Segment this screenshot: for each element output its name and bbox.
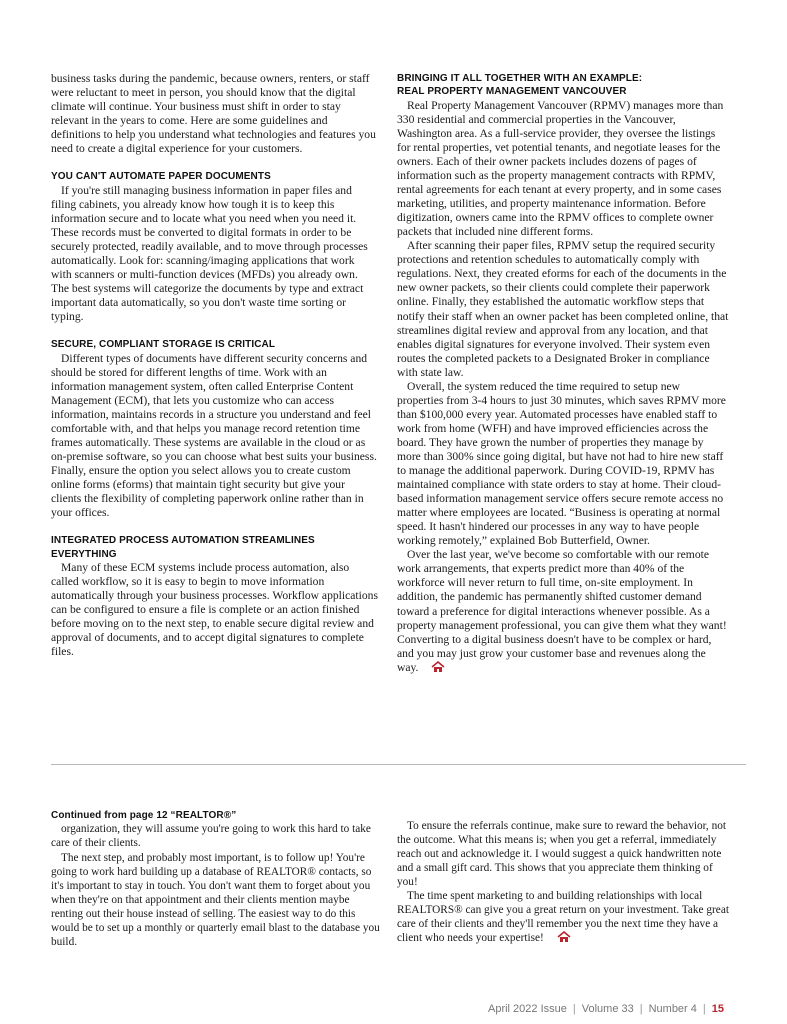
section-heading: YOU CAN'T AUTOMATE PAPER DOCUMENTS — [51, 171, 271, 183]
footer-number: Number 4 — [648, 1003, 697, 1015]
continued-paragraph — [397, 889, 729, 947]
example-paragraph — [397, 548, 729, 676]
example-heading-line1: BRINGING IT ALL TOGETHER WITH AN EXAMPLE: — [397, 73, 643, 84]
continued-paragraph: organization, they will assume you're going to work this hard to take care of their clients. — [51, 823, 371, 850]
footer-separator: | — [572, 1003, 576, 1015]
house-logo-icon — [547, 931, 571, 947]
page-footer — [488, 1003, 748, 1019]
left-article-column — [51, 72, 378, 659]
footer-separator: | — [702, 1003, 706, 1015]
continued-right-column — [397, 819, 729, 947]
continued-heading: Continued from page 12 “REALTOR®” — [51, 810, 237, 821]
continued-left-column — [51, 809, 380, 949]
example-paragraph: After scanning their paper files, RPMV setup the required security protections and retention schedules to automatically comply with regulations. Next, they created eforms for each of the documents in the new owner packets, so their clients could complete their paperwork online. Finally, they established the automatic workflow steps that notify their staff when an owner packet has been completed online, that streamlines digital review and approval from any location, and that enables digital signatures for everyone involved. Their system even routes the completed packets to a Designated Broker in compliance with state law. — [397, 239, 729, 379]
example-paragraph: Real Property Management Vancouver (RPMV) manages more than 330 residential and commercial properties in the Vancouver, Washington area. As a full-service provider, they oversee the listings for rental properties, vet potential tenants, and negotiate leases for the owners. Each of their owner packets includes dozens of pages of information such as the property management contracts with RPMV, rental agreements for each tenant at every property, and in some cases marketing, utilities, and property maintenance information. Before digitization, owners came into the RPMV offices to complete owner packets that included nine different forms. — [397, 98, 724, 239]
example-paragraph: Overall, the system reduced the time required to setup new properties from 3-4 hours to just 30 minutes, which saves RPMV more than $100,000 every year. Automated processes have enabled staff to work from home (WFH) and have improved efficiencies across the board. They have grown the number of properties they manage by more than 300% since going digital, but have not had to hire new staff to manage the additional paperwork. During COVID-19, RPMV has maintained compliance with state orders to stay at home. Their cloud-based information management service offers secure remote access no matter where employees are located. “Business is operating at normal speed. It hasn't hindered our processes in any way to have people working remotely,” explained Bob Butterfield, Owner. — [397, 379, 726, 548]
footer-volume: Volume 33 — [581, 1003, 634, 1015]
example-heading-line2: REAL PROPERTY MANAGEMENT VANCOUVER — [397, 86, 627, 98]
section-heading: SECURE, COMPLIANT STORAGE IS CRITICAL — [51, 339, 276, 351]
right-article-column — [397, 72, 729, 677]
continued-paragraph: The next step, and probably most important, is to follow up! You're going to work hard building up a database of REALTOR® contacts, so it's important to stay in touch. You don't want them to forget about you when they're on that appointment and their clients mention maybe renting out their house instead of selling. The easiest way to do this would be to set up a monthly or quarterly email blast to the database you build. — [51, 851, 380, 948]
section-heading: INTEGRATED PROCESS AUTOMATION STREAMLINES EVERYTHING — [51, 535, 315, 560]
page-number: 15 — [711, 1003, 724, 1015]
intro-paragraph: business tasks during the pandemic, because owners, renters, or staff were reluctant to meet in person, you should know that the digital climate will continue. Your business must shift in order to stay relevant in the years to come. Here are some guidelines and definitions to help you understand what technologies and features you need to create a digital experience for your customers. — [51, 72, 376, 156]
continued-paragraph-text: The time spent marketing to and building relationships with local REALTORS® can give you a great return on your investment. Take great care of their clients and they'll remember you the next time they have a client who needs your expertise! — [397, 890, 729, 945]
footer-separator: | — [639, 1003, 643, 1015]
footer-issue: April 2022 Issue — [488, 1003, 567, 1015]
house-logo-icon — [421, 661, 445, 677]
example-paragraph-text: Over the last year, we've become so comfortable with our remote work arrangements, that experts predict more than 40% of the workforce will never return to full time, on-site employment. In addition, the pandemic has permanently shifted customer demand toward a preference for digital interactions whenever possible. As a property management professional, you can give them what they want! Converting to a digital business doesn't have to be complex or hard, and you may just grow your customer base and revenues along the way. — [397, 548, 727, 674]
section-divider — [51, 764, 746, 765]
section-body: Different types of documents have different security concerns and should be stored for different lengths of time. Work with an information management system, often called Enterprise Content Management (ECM), that lets you customize who can access information, maintains records in a structure you understand and feel comfortable with, and that helps you manage record retention time frames automatically. These systems are available in the cloud or as on-premise software, so you can choose what best suits your business. Finally, ensure the option you select allows you to create custom online forms (eforms) that maintain tight security but give your clients the flexibility of completing paperwork online rather than in your offices. — [51, 351, 377, 520]
section-body: If you're still managing business information in paper files and filing cabinets, you already know how tough it is to keep this information secure and to locate what you need when you need it. These records must be converted to digital formats in order to be securely protected, readily available, and to move through processes automatically. Look for: scanning/imaging applications that work with scanners or multi-function devices (MFDs) you already own. The best systems will categorize the documents by type and extract important data automatically, so you don't waste time sorting or typing. — [51, 183, 368, 324]
section-body: Many of these ECM systems include process automation, also called workflow, so it is easy to begin to move information automatically through your business processes. Workflow applications can be configured to ensure a file is complete or an action finished before moving on to the next step, to enable secure digital review and approval of documents, and to accept digital signatures to complete files. — [51, 560, 378, 659]
continued-paragraph: To ensure the referrals continue, make sure to reward the behavior, not the outcome. What this means is; when you get a referral, immediately reach out and acknowledge it. I would suggest a quick handwritten note and a small gift card. This shows that you appreciate them thinking of you! — [397, 820, 727, 889]
